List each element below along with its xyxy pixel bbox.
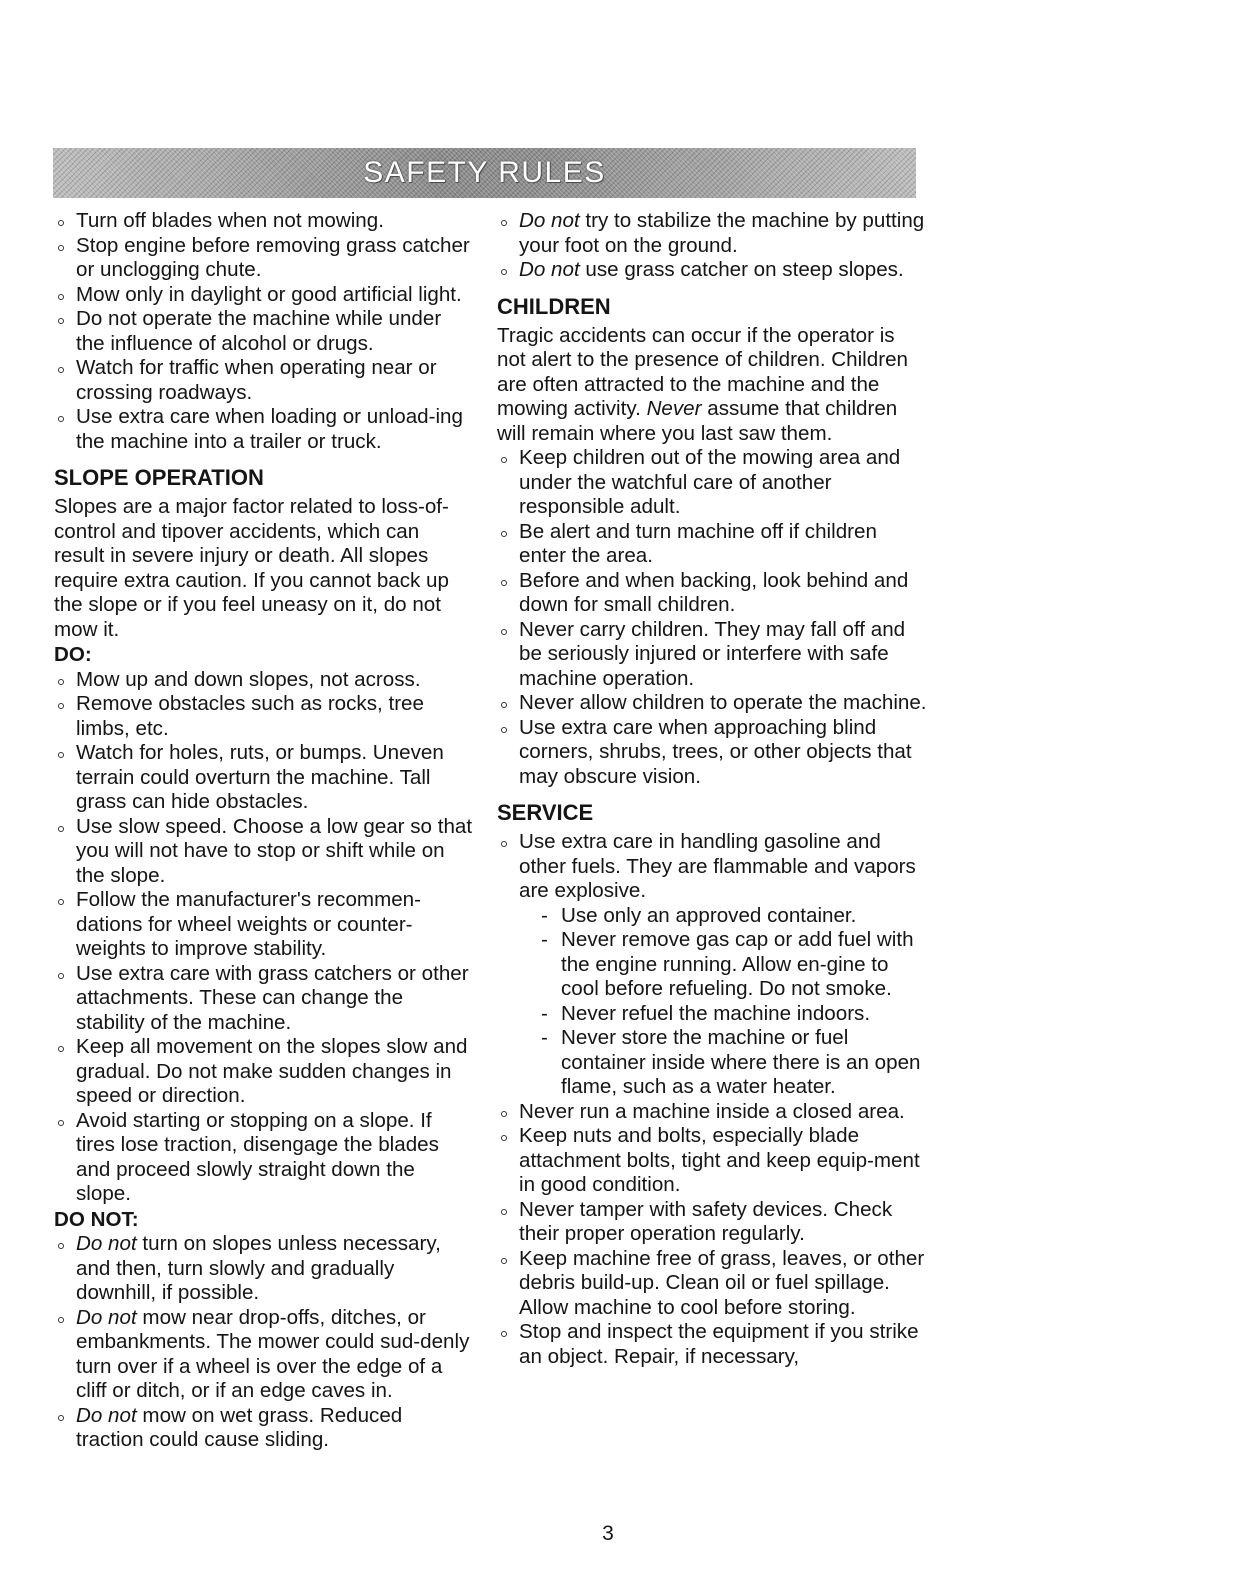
list-item: Turn off blades when not mowing.	[54, 209, 474, 234]
slope-operation-heading: SLOPE OPERATION	[54, 465, 264, 490]
do-list	[54, 668, 474, 1207]
do-not-heading: DO NOT:	[54, 1207, 139, 1231]
list-item: Keep all movement on the slopes slow and gradual. Do not make sudden changes in speed or direction.	[54, 1035, 474, 1109]
list-item: Use slow speed. Choose a low gear so that you will not have to stop or shift while on the slope.	[54, 815, 474, 889]
children-intro	[497, 324, 927, 447]
list-item: Stop and inspect the equipment if you strike an object. Repair, if necessary,	[497, 1320, 927, 1369]
item-text: turn on slopes unless necessary, and then, turn slowly and gradually downhill, if possible.	[76, 1232, 441, 1304]
list-item	[54, 1232, 474, 1306]
do-not-prefix: Do not	[76, 1403, 137, 1427]
item-text: mow on wet grass. Reduced traction could cause sliding.	[76, 1403, 403, 1451]
do-not-prefix: Do not	[519, 258, 580, 281]
sublist-item: - Never store the machine or fuel container inside where there is an open flame, such as a water heater.	[539, 1026, 927, 1100]
list-item: Be alert and turn machine off if children enter the area.	[497, 520, 927, 569]
list-item	[54, 1306, 474, 1404]
section-banner	[53, 148, 916, 198]
intro-text: Tragic accidents can occur if the operator is not alert to the presence of children. Children are often attracted to the machine and the mowing activity.	[497, 323, 908, 420]
list-item: Use extra care when loading or unload-ing the machine into a trailer or truck.	[54, 405, 474, 454]
list-item: Mow only in daylight or good artificial light.	[54, 283, 474, 308]
right-column	[497, 209, 927, 1369]
sublist-item: - Use only an approved container.	[539, 904, 927, 929]
list-item: Watch for traffic when operating near or crossing roadways.	[54, 356, 474, 405]
list-item	[497, 209, 927, 258]
banner-title: SAFETY RULES	[363, 156, 606, 189]
children-heading: CHILDREN	[497, 293, 611, 319]
item-text: use grass catcher on steep slopes.	[585, 258, 904, 281]
list-item: Never allow children to operate the machine.	[497, 691, 927, 716]
do-not-list	[54, 1232, 474, 1453]
list-item	[497, 258, 927, 283]
service-list	[497, 830, 927, 1369]
page-number: 3	[602, 1522, 614, 1545]
children-list	[497, 446, 927, 789]
list-item: Watch for holes, ruts, or bumps. Uneven terrain could overturn the machine. Tall grass can hide obstacles.	[54, 741, 474, 815]
list-item	[497, 830, 927, 1100]
list-item: Keep nuts and bolts, especially blade attachment bolts, tight and keep equip-ment in good condition.	[497, 1124, 927, 1198]
service-heading: SERVICE	[497, 800, 594, 825]
list-item: Stop engine before removing grass catcher or unclogging chute.	[54, 234, 474, 283]
list-item: Mow up and down slopes, not across.	[54, 668, 474, 693]
intro-text: assume that children will remain where you last saw them.	[497, 397, 898, 445]
left-column	[54, 209, 474, 1453]
list-item: Keep machine free of grass, leaves, or other debris build-up. Clean oil or fuel spillage. Allow machine to cool before storing.	[497, 1247, 927, 1321]
item-text: mow near drop-offs, ditches, or embankments. The mower could sud-denly turn over if a wheel is over the edge of a cliff or ditch, or if an edge caves in.	[76, 1305, 470, 1402]
list-item: Remove obstacles such as rocks, tree limbs, etc.	[54, 692, 474, 741]
item-text: Use extra care in handling gasoline and other fuels. They are flammable and vapors are explosive.	[519, 830, 916, 902]
slope-intro: Slopes are a major factor related to loss-of-control and tipover accidents, which can result in severe injury or death. All slopes require extra caution. If you cannot back up the slope or if you feel uneasy on it, do not mow it.	[54, 495, 449, 641]
list-item: Never tamper with safety devices. Check their proper operation regularly.	[497, 1198, 927, 1247]
list-item: Do not operate the machine while under the influence of alcohol or drugs.	[54, 307, 474, 356]
list-item	[54, 1404, 474, 1453]
general-rules-list	[54, 209, 474, 454]
list-item: Use extra care when approaching blind corners, shrubs, trees, or other objects that may obscure vision.	[497, 716, 927, 790]
sublist-item: - Never refuel the machine indoors.	[539, 1002, 927, 1027]
fuel-sublist	[519, 904, 927, 1100]
intro-emphasis: Never	[646, 397, 702, 420]
item-text: try to stabilize the machine by putting your foot on the ground.	[519, 209, 925, 257]
do-heading: DO:	[54, 643, 92, 666]
do-not-prefix: Do not	[76, 1232, 137, 1255]
list-item: Avoid starting or stopping on a slope. If tires lose traction, disengage the blades and proceed slowly straight down the slope.	[54, 1109, 474, 1207]
do-not-prefix: Do not	[519, 209, 580, 232]
list-item: Never carry children. They may fall off and be seriously injured or interfere with safe machine operation.	[497, 618, 927, 692]
sublist-item: - Never remove gas cap or add fuel with the engine running. Allow en-gine to cool before refueling. Do not smoke.	[539, 928, 927, 1002]
list-item: Keep children out of the mowing area and under the watchful care of another responsible adult.	[497, 446, 927, 520]
list-item: Follow the manufacturer's recommen-dations for wheel weights or counter-weights to improve stability.	[54, 888, 474, 962]
do-not-list-continued	[497, 209, 927, 283]
do-not-prefix: Do not	[76, 1305, 137, 1329]
list-item: Use extra care with grass catchers or other attachments. These can change the stability of the machine.	[54, 962, 474, 1036]
list-item: Never run a machine inside a closed area.	[497, 1100, 927, 1125]
list-item: Before and when backing, look behind and down for small children.	[497, 569, 927, 618]
